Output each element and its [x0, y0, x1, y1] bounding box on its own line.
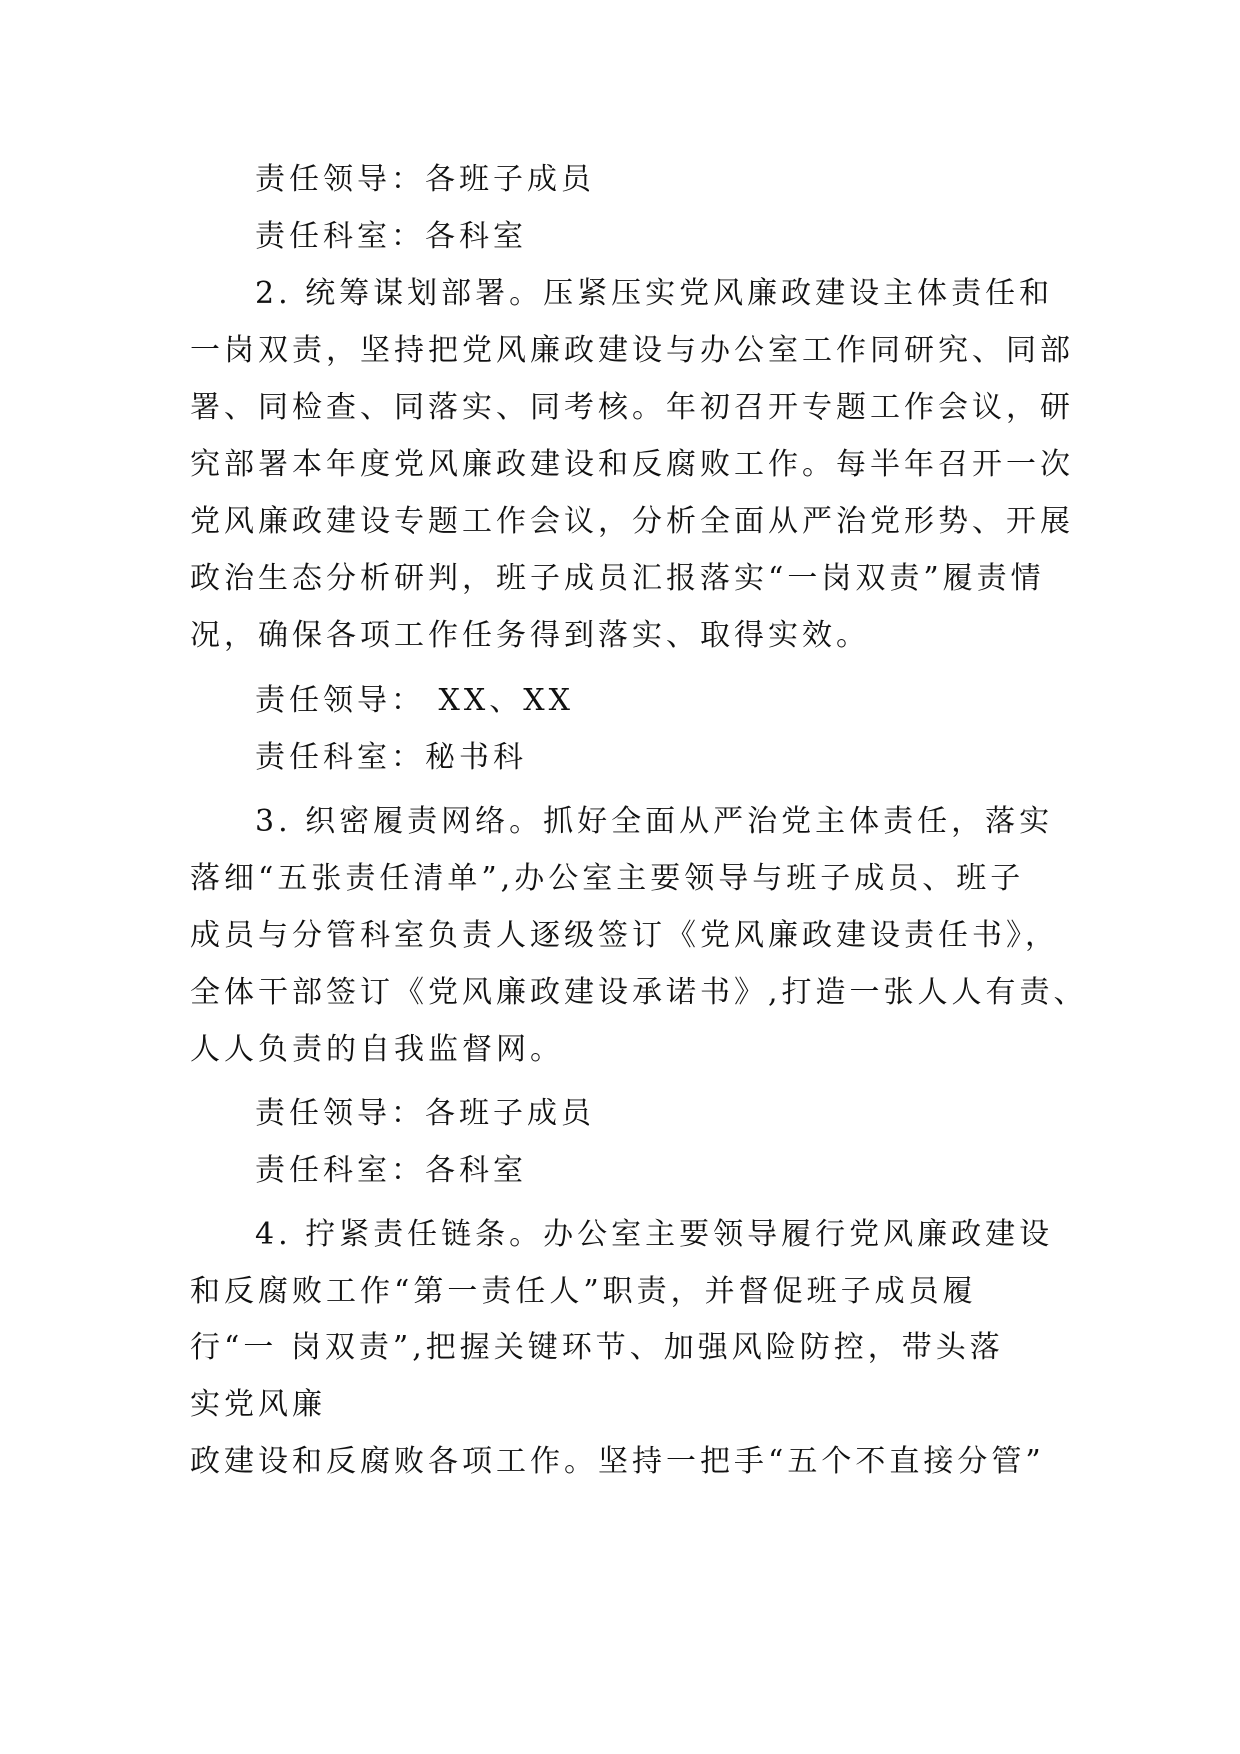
paragraph-3-line-5: 人人负责的自我监督网。 [190, 1032, 564, 1067]
paragraph-4-line-4: 实党风廉 [190, 1387, 326, 1422]
office-line-1: 责任科室：各科室 [255, 219, 527, 254]
paragraph-2-line-6: 政治生态分析研判，班子成员汇报落实“一岗双责”履责情 [190, 561, 1045, 596]
paragraph-4-line-2: 和反腐败工作“第一责任人”职责，并督促班子成员履 [190, 1274, 977, 1309]
paragraph-2-line-7: 况，确保各项工作任务得到落实、取得实效。 [190, 618, 870, 653]
paragraph-2-line-4: 究部署本年度党风廉政建设和反腐败工作。每半年召开一次 [190, 447, 1074, 482]
paragraph-4-line-1: 4. 拧紧责任链条。办公室主要领导履行党风廉政建设 [255, 1217, 1054, 1252]
paragraph-2-line-2: 一岗双责，坚持把党风廉政建设与办公室工作同研究、同部 [190, 333, 1074, 368]
office-line-3: 责任科室：各科室 [255, 1153, 527, 1188]
office-line-2: 责任科室：秘书科 [255, 740, 527, 775]
paragraph-3-line-2: 落细“五张责任清单”,办公室主要领导与班子成员、班子 [190, 861, 1025, 896]
paragraph-3-line-1: 3. 织密履责网络。抓好全面从严治党主体责任，落实 [255, 804, 1054, 839]
paragraph-2-line-3: 署、同检查、同落实、同考核。年初召开专题工作会议，研 [190, 390, 1074, 425]
leader-line-1: 责任领导：各班子成员 [255, 162, 595, 197]
paragraph-3-line-3: 成员与分管科室负责人逐级签订《党风廉政建设责任书》， [190, 918, 1059, 953]
leader-line-3: 责任领导：各班子成员 [255, 1096, 595, 1131]
paragraph-2-line-1: 2. 统筹谋划部署。压紧压实党风廉政建设主体责任和 [255, 276, 1054, 311]
paragraph-4-line-5: 政建设和反腐败各项工作。坚持一把手“五个不直接分管” [190, 1444, 1045, 1479]
paragraph-4-line-3: 行“一 岗双责”,把握关键环节、加强风险防控，带头落 [190, 1330, 1004, 1365]
paragraph-2-line-5: 党风廉政建设专题工作会议，分析全面从严治党形势、开展 [190, 504, 1074, 539]
paragraph-3-line-4: 全体干部签订《党风廉政建设承诺书》,打造一张人人有责、 [190, 975, 1088, 1010]
leader-line-2: 责任领导： XX、XX [255, 683, 574, 718]
